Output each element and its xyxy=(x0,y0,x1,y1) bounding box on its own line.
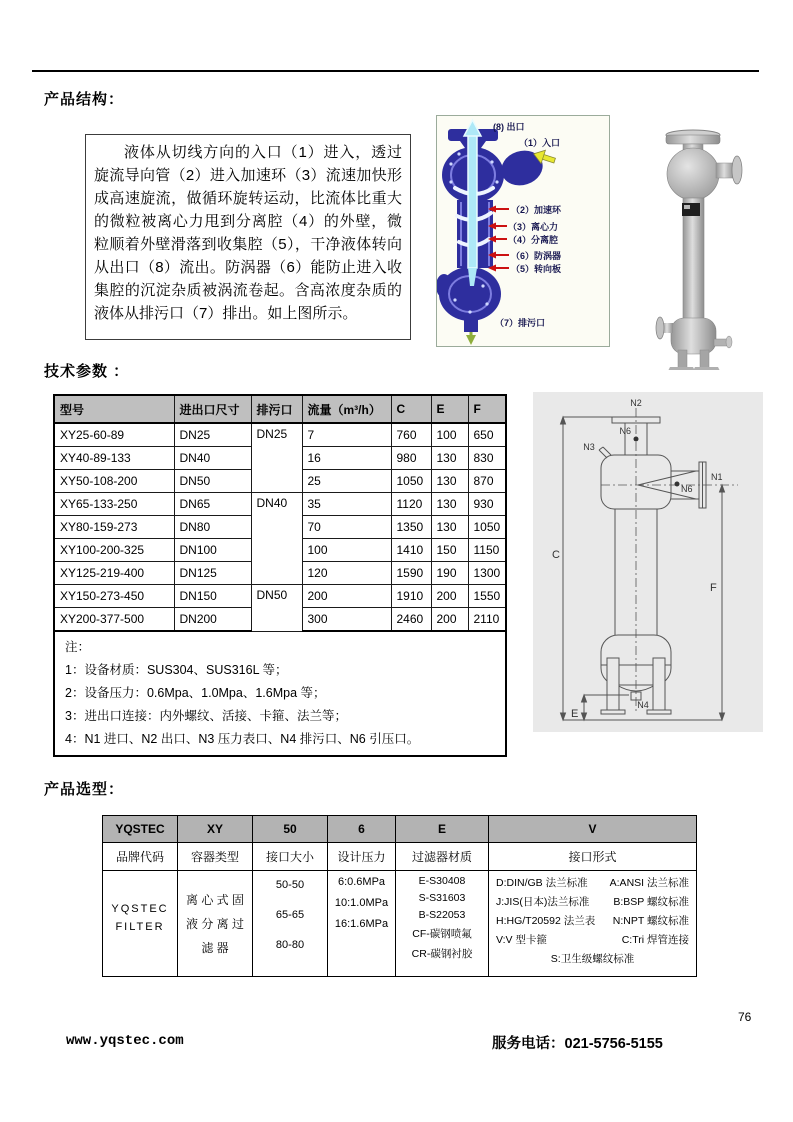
category-pressure: 设计压力 xyxy=(328,843,396,871)
connection-pair xyxy=(489,894,696,909)
diagram-label-outlet: (8) 出口 xyxy=(493,122,525,132)
cell-f: 870 xyxy=(468,470,506,493)
diagram-label-separation: （4）分离腔 xyxy=(508,235,559,245)
cell-e: 130 xyxy=(431,516,468,539)
cell-port: DN50 xyxy=(174,470,251,493)
connection-option: S:卫生级螺纹标准 xyxy=(550,953,635,965)
selection-options-row xyxy=(103,871,697,977)
header-rule xyxy=(32,70,759,72)
material-option: CF-碳钢喷氟 xyxy=(412,928,472,940)
cell-c: 1410 xyxy=(391,539,431,562)
table-row xyxy=(54,585,506,608)
description-box xyxy=(85,134,411,340)
header-f: F xyxy=(468,395,506,423)
diagram-label-accel-ring: （2）加速环 xyxy=(511,205,562,215)
cell-flow: 200 xyxy=(302,585,391,608)
material-option: B-S22053 xyxy=(418,909,466,921)
diagram-label-centrifugal: （3）离心力 xyxy=(508,222,559,232)
structure-diagram xyxy=(436,115,610,347)
option-brand xyxy=(103,871,178,977)
cell-flow: 25 xyxy=(302,470,391,493)
category-material: 过滤器材质 xyxy=(396,843,489,871)
connection-option: H:HG/T20592 法兰表 xyxy=(496,915,596,927)
dimension-drawing xyxy=(533,392,763,732)
cell-flow: 70 xyxy=(302,516,391,539)
cell-e: 100 xyxy=(431,423,468,447)
vessel-line: 滤 器 xyxy=(201,941,229,955)
drawing-dim-c: C xyxy=(552,549,560,561)
cell-f: 830 xyxy=(468,447,506,470)
cell-port: DN100 xyxy=(174,539,251,562)
material-option: E-S30408 xyxy=(418,875,466,887)
cell-model: XY65-133-250 xyxy=(54,493,174,516)
connection-option: V:V 型卡箍 xyxy=(496,934,547,946)
header-c: C xyxy=(391,395,431,423)
pressure-option: 6:0.6MPa xyxy=(337,876,386,888)
cell-flow: 7 xyxy=(302,423,391,447)
cell-f: 2110 xyxy=(468,608,506,632)
cell-flow: 16 xyxy=(302,447,391,470)
cell-c: 1590 xyxy=(391,562,431,585)
note-line: 1：设备材质：SUS304、SUS316L 等； xyxy=(65,663,288,677)
header-model: 型号 xyxy=(54,395,174,423)
drawing-label-n1: N1 xyxy=(711,472,723,482)
cell-c: 760 xyxy=(391,423,431,447)
cell-c: 1350 xyxy=(391,516,431,539)
brand-line: YQSTEC xyxy=(111,903,169,915)
selection-table xyxy=(102,815,697,977)
notes-row xyxy=(54,631,506,756)
separator-photo-illustration xyxy=(640,112,780,370)
brand-line: FILTER xyxy=(115,921,165,933)
code-material: E xyxy=(396,816,489,843)
pressure-option: 16:1.6MPa xyxy=(334,918,389,930)
cell-f: 930 xyxy=(468,493,506,516)
drawing-label-n6-top: N6 xyxy=(619,426,631,436)
material-option: S-S31603 xyxy=(418,892,466,904)
cell-e: 150 xyxy=(431,539,468,562)
cell-port: DN125 xyxy=(174,562,251,585)
category-size: 接口大小 xyxy=(253,843,328,871)
cell-flow: 100 xyxy=(302,539,391,562)
notes-block xyxy=(54,631,506,756)
section-heading-selection: 产品选型： xyxy=(44,781,125,798)
port-size: 80-80 xyxy=(275,939,305,951)
category-connection: 接口形式 xyxy=(489,843,697,871)
cell-port: DN25 xyxy=(174,423,251,447)
header-flow: 流量（m³/h） xyxy=(302,395,391,423)
cell-drain: DN25 xyxy=(251,423,302,493)
cell-c: 980 xyxy=(391,447,431,470)
connection-option: B:BSP 螺纹标准 xyxy=(613,896,689,908)
cell-drain: DN40 xyxy=(251,493,302,585)
cell-port: DN150 xyxy=(174,585,251,608)
cell-f: 1050 xyxy=(468,516,506,539)
section-heading-structure: 产品结构： xyxy=(44,91,125,108)
cell-e: 130 xyxy=(431,447,468,470)
page-number: 76 xyxy=(738,1010,752,1024)
code-type: XY xyxy=(178,816,253,843)
cell-model: XY40-89-133 xyxy=(54,447,174,470)
cell-f: 1150 xyxy=(468,539,506,562)
cell-c: 2460 xyxy=(391,608,431,632)
option-vessel-type xyxy=(178,871,253,977)
option-port-sizes xyxy=(253,871,328,977)
cell-flow: 300 xyxy=(302,608,391,632)
connection-option: D:DIN/GB 法兰标准 xyxy=(496,877,588,889)
cell-e: 200 xyxy=(431,608,468,632)
footer-website: www.yqstec.com xyxy=(66,1033,184,1049)
code-brand: YQSTEC xyxy=(103,816,178,843)
cell-drain: DN50 xyxy=(251,585,302,632)
vessel-line: 离 心 式 固 xyxy=(185,893,244,907)
diagram-label-inlet: （1）入口 xyxy=(519,138,561,148)
cell-model: XY80-159-273 xyxy=(54,516,174,539)
category-brand: 品牌代码 xyxy=(103,843,178,871)
option-materials xyxy=(396,871,489,977)
cell-port: DN40 xyxy=(174,447,251,470)
cell-e: 130 xyxy=(431,470,468,493)
note-line: 3：进出口连接：内外螺纹、活接、卡箍、法兰等； xyxy=(65,709,347,723)
diagram-label-anti-vortex: （6）防涡器 xyxy=(511,251,562,261)
connection-option: A:ANSI 法兰标准 xyxy=(609,877,689,889)
cell-flow: 120 xyxy=(302,562,391,585)
material-option: CR-碳钢衬胶 xyxy=(411,948,473,960)
connection-option: J:JIS(日本)法兰标准 xyxy=(496,896,590,908)
section-heading-tech: 技术参数 ： xyxy=(44,363,130,380)
connection-pair xyxy=(489,913,696,928)
header-e: E xyxy=(431,395,468,423)
cell-c: 1050 xyxy=(391,470,431,493)
note-line: 2：设备压力：0.6Mpa、1.0Mpa、1.6Mpa 等； xyxy=(65,686,326,700)
tech-parameters-table xyxy=(53,394,507,757)
drawing-dim-e: E xyxy=(571,708,579,720)
cell-port: DN200 xyxy=(174,608,251,632)
header-drain: 排污口 xyxy=(251,395,302,423)
table-header-row xyxy=(54,395,506,423)
category-type: 容器类型 xyxy=(178,843,253,871)
product-photo xyxy=(640,112,780,370)
option-pressures xyxy=(328,871,396,977)
cell-flow: 35 xyxy=(302,493,391,516)
code-size: 50 xyxy=(253,816,328,843)
cell-c: 1910 xyxy=(391,585,431,608)
connection-option: N:NPT 螺纹标准 xyxy=(612,915,689,927)
selection-code-row xyxy=(103,816,697,843)
cell-e: 130 xyxy=(431,493,468,516)
notes-title: 注： xyxy=(65,640,91,654)
cell-f: 1550 xyxy=(468,585,506,608)
cell-model: XY200-377-500 xyxy=(54,608,174,632)
vessel-line: 液 分 离 过 xyxy=(185,917,244,931)
table-row xyxy=(54,493,506,516)
port-size: 50-50 xyxy=(275,879,305,891)
cell-model: XY100-200-325 xyxy=(54,539,174,562)
drawing-label-n4: N4 xyxy=(637,700,649,710)
header-port: 进出口尺寸 xyxy=(174,395,251,423)
cell-model: XY150-273-450 xyxy=(54,585,174,608)
connection-pair xyxy=(489,875,696,890)
diagram-label-drain: （7）排污口 xyxy=(495,318,546,328)
cell-e: 190 xyxy=(431,562,468,585)
dimension-drawing-svg xyxy=(533,392,763,732)
cell-model: XY50-108-200 xyxy=(54,470,174,493)
drawing-label-n3: N3 xyxy=(583,442,595,452)
selection-category-row xyxy=(103,843,697,871)
footer-phone: 服务电话：021-5756-5155 xyxy=(492,1036,663,1052)
connection-pair xyxy=(489,932,696,947)
cell-model: XY125-219-400 xyxy=(54,562,174,585)
cell-c: 1120 xyxy=(391,493,431,516)
pressure-option: 10:1.0MPa xyxy=(334,897,389,909)
cell-port: DN65 xyxy=(174,493,251,516)
port-size: 65-65 xyxy=(275,909,305,921)
cell-e: 200 xyxy=(431,585,468,608)
drawing-label-n6-inlet: N6 xyxy=(681,484,693,494)
drawing-label-n2: N2 xyxy=(630,398,642,408)
drawing-dim-f: F xyxy=(710,582,717,594)
cell-model: XY25-60-89 xyxy=(54,423,174,447)
note-line: 4：N1 进口、N2 出口、N3 压力表口、N4 排污口、N6 引压口。 xyxy=(65,732,420,746)
option-connections xyxy=(489,871,697,977)
code-pressure: 6 xyxy=(328,816,396,843)
cell-f: 650 xyxy=(468,423,506,447)
diagram-label-deflector: （5）转向板 xyxy=(511,264,562,274)
code-connection: V xyxy=(489,816,697,843)
connection-option: C:Tri 焊管连接 xyxy=(621,934,689,946)
table-row xyxy=(54,423,506,447)
description-text: 液体从切线方向的入口（1）进入，透过旋流导向管（2）进入加速环（3）流速加快形成高速旋流，做循环旋转运动，比流体比重大的微粒被离心力甩到分离腔（4）的外壁，微粒顺着外壁滑落到收集腔（5），干净液体转向从出口（8）流出。防涡器（6）能防止进入收集腔的沉淀杂质被涡流卷起。含高浓度杂质的液体从排污口（7）排出。如上图所示。 xyxy=(94,144,402,322)
cell-port: DN80 xyxy=(174,516,251,539)
cell-f: 1300 xyxy=(468,562,506,585)
